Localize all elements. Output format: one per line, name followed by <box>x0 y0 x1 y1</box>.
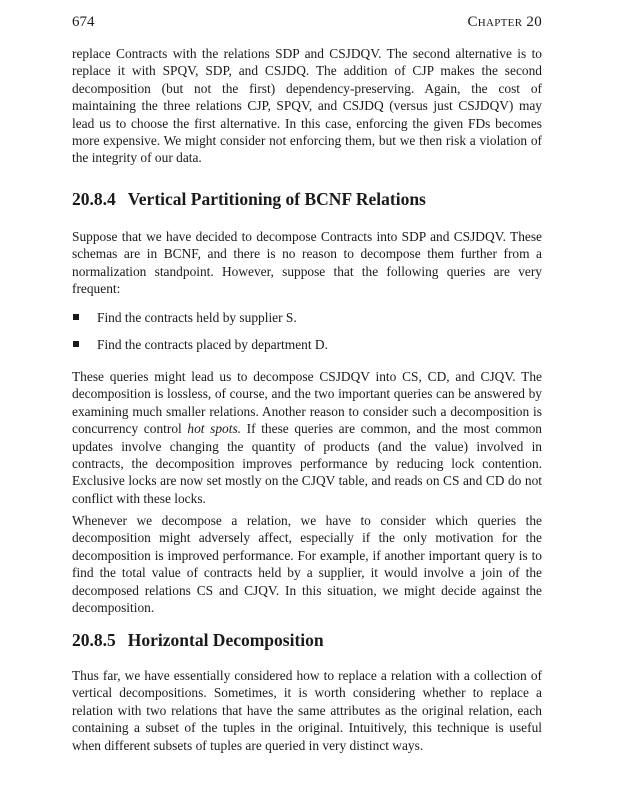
running-header <box>72 14 542 34</box>
paragraph-frequent-queries: Suppose that we have decided to decompose Contracts into SDP and CSJDQV. These schemas are in BCNF, and there is no reason to decompose them further from a normalization standpoint. However, suppose that the following queries are very frequent: <box>72 229 542 297</box>
bullet-icon <box>73 341 79 347</box>
paragraph-intro: replace Contracts with the relations SDP and CSJDQV. The second alternative is to replace it with SPQV, SDP, and CSJDQ. The addition of CJP makes the second decomposition (but not the first) dependency-preserving. Again, the cost of maintaining the three relations CJP, SPQV, and CSJDQ (versus just CSJDQV) may lead us to choose the first alternative. In this case, enforcing the given FDs becomes more expensive. We might consider not enforcing them, but we then risk a violation of the integrity of our data. <box>72 46 542 166</box>
paragraph-decompose-csjdqv <box>72 368 542 507</box>
emphasis-hot-spots: hot spots. <box>187 421 242 437</box>
section-number: 20.8.5 <box>72 630 116 650</box>
bullet-icon <box>73 314 79 320</box>
section-heading-horizontal-decomposition <box>72 629 324 651</box>
section-title: Vertical Partitioning of BCNF Relations <box>127 189 426 209</box>
page-number: 674 <box>72 14 95 30</box>
paragraph-horizontal: Thus far, we have essentially considered how to replace a relation with a collection of vertical decompositions. Sometimes, it is worth considering whether to replace a relation with two relations that have the same attributes as the original relation, each containing a subset of the tuples in the original. Intuitively, this technique is useful when different subsets of tuples are queried in very distinct ways. <box>72 668 542 753</box>
section-heading-vertical-partitioning <box>72 188 426 210</box>
chapter-title: Chapter 20 <box>467 14 542 30</box>
list-item-text: Find the contracts held by supplier S. <box>97 310 297 325</box>
paragraph-text: These queries might lead us to decompose CSJDQV into CS, CD, and CJQV. The decomposition is lossless, of course, and the two important queries can be answered by examining much smaller relations. Another reason to consider such a decomposition is concurrency control <box>72 369 542 437</box>
section-title: Horizontal Decomposition <box>127 630 324 650</box>
paragraph-text: If these queries are common, and the most common updates involve changing the quantity of products (and the value) involved in contracts, the decomposition improves performance by reducing lock contention. Exclusive locks are now set mostly on the CJQV table, and reads on CS and CD do not conflict with these locks. <box>72 421 542 506</box>
paragraph-adverse-effects: Whenever we decompose a relation, we have to consider which queries the decomposition might adversely affect, especially if the only motivation for the decomposition is improved performance. For example, if another important query is to find the total value of contracts held by a supplier, it would involve a join of the decomposed relations CS and CJQV. In this situation, we might decide against the decomposition. <box>72 513 542 616</box>
list-item-text: Find the contracts placed by department D. <box>97 337 328 352</box>
section-number: 20.8.4 <box>72 189 116 209</box>
